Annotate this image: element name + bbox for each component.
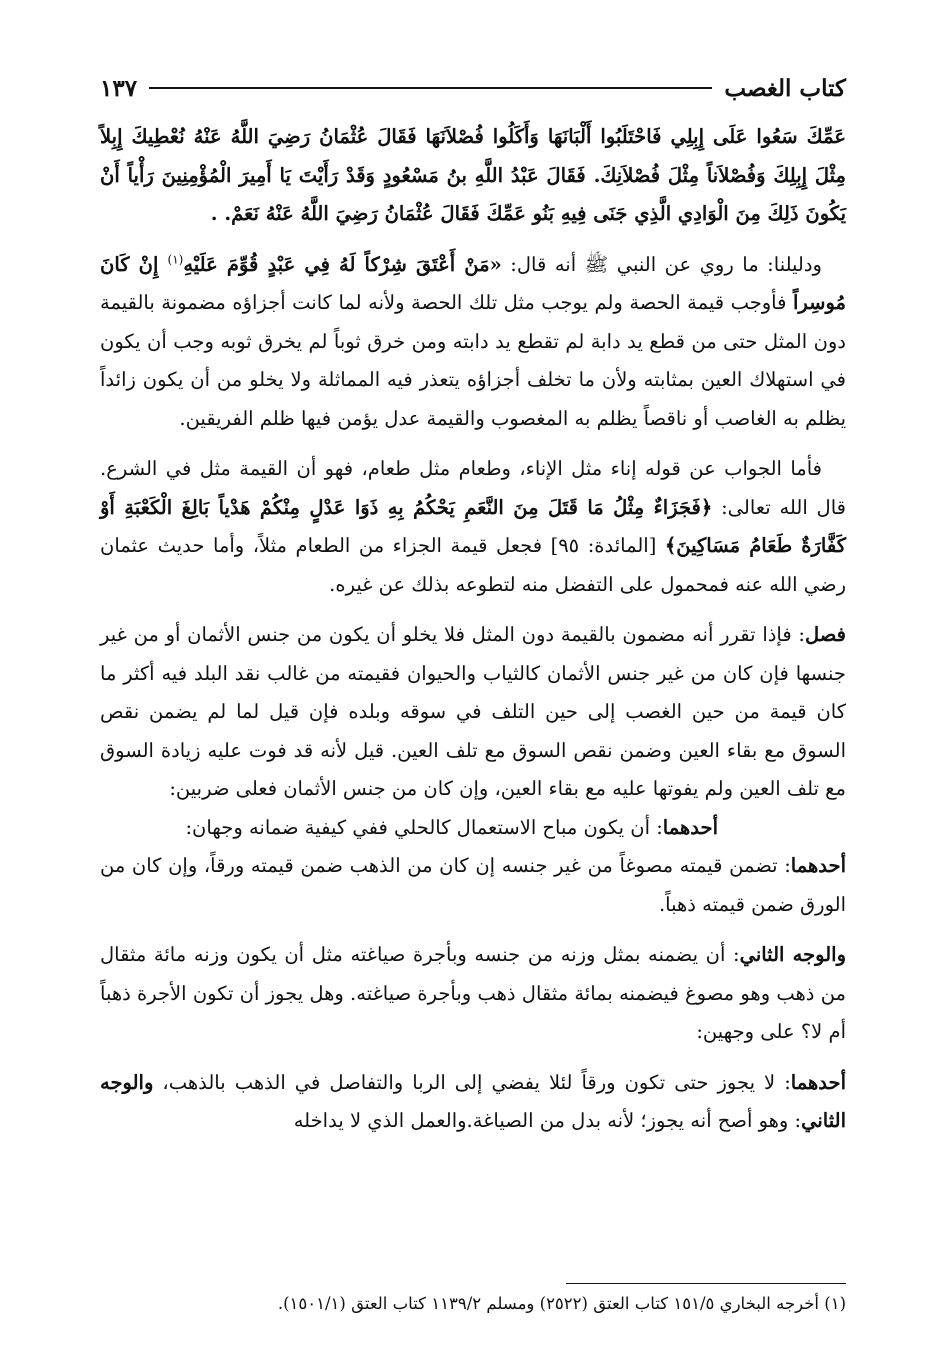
evidence-intro: ودليلنا: ما روي عن النبي ﷺ أنه قال: bbox=[501, 252, 822, 276]
hadith-quote-continued: إِنْ كَانَ مُوسِراً bbox=[100, 252, 846, 314]
chapter-title: كتاب الغصب bbox=[724, 74, 846, 102]
second-view-text: : أن يضمنه بمثل وزنه من جنسه وبأجرة صياغته مثل أن يكون وزنه مائة مثقال من ذهب وهو مصوغ فيضمنه بمائة مثقال ذهب وبأجرة صياغته. وهل يجوز أن تكون الأجرة ذهباً أم لا؟ على وجهين: bbox=[100, 943, 846, 1043]
first-type-text: : أن يكون مباح الاستعمال كالحلي ففي كيفية ضمانه وجهان: bbox=[185, 815, 663, 839]
evidence-paragraph bbox=[100, 246, 846, 439]
evidence-body: فأوجب قيمة الحصة ولم يوجب مثل تلك الحصة ولأنه لما كانت أجزاؤه مضمونة بالقيمة دون المثل حتى من قطع يد دابة لم تقطع يد دابته ومن خرق ثوباً لم يخرق ثوبه وجب أن يكون في استهلاك العين بمثابته ولأن ما تخلف أجزاؤه يتعذر فيه المماثلة ولا يخلو من أن يكون زائداً يظلم به الغاصب أو ناقصاً يظلم به المغصوب والقيمة عدل يؤمن فيها ظلم الفريقين. bbox=[100, 291, 846, 430]
wage-second-label: والوجه الثاني bbox=[100, 1070, 846, 1132]
wage-second-text: : وهو أصح أنه يجوز؛ لأنه بدل من الصياغة.والعمل الذي لا يداخله bbox=[293, 1109, 802, 1132]
first-type-paragraph bbox=[100, 809, 846, 848]
section-label: فصل bbox=[805, 623, 846, 646]
footnote-rule bbox=[566, 1283, 846, 1284]
page-number: ١٣٧ bbox=[100, 74, 138, 102]
first-view-text: : تضمن قيمته مصوغاً من غير جنسه إن كان من الذهب ضمن قيمته ورقاً، وإن كان من الورق ضمن قيمته ذهباً. bbox=[100, 854, 846, 916]
second-view-label: والوجه الثاني bbox=[739, 943, 846, 966]
section-text: : فإذا تقرر أنه مضمون بالقيمة دون المثل فلا يخلو أن يكون من جنس الأثمان أو من غير جنسها فإن كان من غير جنس الأثمان كالثياب والحيوان فقيمته من غالب نقد البلد فيه أكثر ما كان قيمة من حين الغصب إلى حين التلف في سوقه وبلده فإن قيل لما لم يضمن نقص السوق مع بقاء العين وضمن نقص السوق مع تلف العين. قيل لأنه قد فوت عليه زيادة السوق مع تلف العين ولم يفوتها عليه مع بقاء العين، وإن كان من جنس الأثمان فعلى ضربين: bbox=[100, 623, 846, 800]
wage-views-paragraph bbox=[100, 1064, 846, 1141]
header-rule bbox=[149, 87, 712, 89]
answer-body: [المائدة: ٩٥] فجعل قيمة الجزاء من الطعام مثلاً، وأما حديث عثمان رضي الله عنه فمحمول على التفضل منه لتطوعه بذلك عن غيره. bbox=[100, 534, 846, 596]
quran-verse: ﴿فَجَزَاءٌ مِثْلُ مَا قَتَلَ مِنَ النَّعَمِ يَحْكُمُ بِهِ ذَوَا عَدْلٍ مِنْكُمْ هَدْياً بَالِغَ الْكَعْبَةِ أَوْ كَفَّارَةٌ طَعَامُ مَسَاكِينَ﴾ bbox=[100, 495, 846, 557]
answer-intro: فأما الجواب عن قوله إناء مثل الإناء، وطعام مثل طعام، فهو أن القيمة مثل في الشرع. قال الله تعالى: bbox=[100, 457, 846, 519]
main-text bbox=[100, 118, 846, 1141]
first-view-label: أحدهما bbox=[790, 854, 846, 877]
second-view-paragraph bbox=[100, 936, 846, 1052]
footnote-marker: (١) bbox=[167, 252, 184, 266]
wage-first-label: أحدهما bbox=[790, 1070, 846, 1094]
answer-paragraph bbox=[100, 450, 846, 604]
wage-first-text: : لا يجوز حتى تكون ورقاً لئلا يفضي إلى الربا والتفاصل في الذهب بالذهب، bbox=[153, 1070, 791, 1094]
first-view-paragraph bbox=[100, 847, 846, 924]
hadith-quote: «مَنْ أَعْتَقَ شِرْكاً لَهُ فِي عَبْدٍ قُوِّمَ عَلَيْهِ bbox=[183, 252, 502, 276]
running-header bbox=[100, 68, 846, 108]
first-type-label: أحدهما bbox=[662, 815, 718, 839]
section-paragraph bbox=[100, 616, 846, 809]
footnote: (١) أخرجه البخاري ١٥١/٥ كتاب العتق (٢٥٢٢) ومسلم ١١٣٩/٢ كتاب العتق (١٥٠١/١). bbox=[277, 1294, 846, 1313]
hadith-paragraph: عَمِّكَ سَعُوا عَلَى إِبِلِي فَاحْتَلَبُوا أَلْبَانَهَا وَأَكَلُوا فُصْلاَنَهَا فَقَالَ عُثْمَانُ رَضِيَ اللَّهُ عَنْهُ نُعْطِيكَ إِبِلاً مِثْلَ إِبِلِكَ وَفُصْلاَناً مِثْلَ فُصْلاَنِكَ. فَقَالَ عَبْدُ اللَّهِ بنُ مَسْعُودٍ وَقَدْ رَأَيْتَ يَا أَمِيرَ الْمُؤْمِنِينَ رَأْياً أَنْ يَكُونَ ذَلِكَ مِنَ الْوَادِي الَّذِي جَنَى فِيهِ بَنُو عَمِّكَ فَقَالَ عُثْمَانُ رَضِيَ اللَّهُ عَنْهُ نَعَمْ. . bbox=[100, 125, 846, 225]
